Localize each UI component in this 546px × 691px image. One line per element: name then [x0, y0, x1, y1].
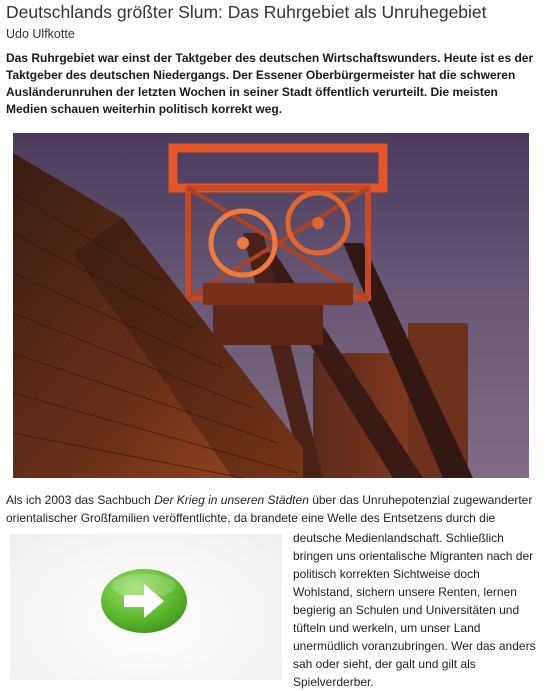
article-body-intro: [6, 491, 542, 527]
article-body-continued: deutsche Medienlandschaft. Schließlich bringen uns orientalische Migranten nach der politisch korrekten Sichtweise doch Wohlstand, sichern unsere Renten, lernen begierig an Schulen und Universitäten und tüfteln und werkeln, um unser Land unermüdlich voranzubringen. Wer das anders sah oder sieht, der galt und gilt als Spielverderber.: [293, 531, 536, 689]
play-button[interactable]: [100, 568, 188, 634]
article-title: Deutschlands größter Slum: Das Ruhrgebiet als Unruhegebiet: [6, 2, 487, 22]
article-photo: [13, 133, 529, 478]
article-author: Udo Ulfkotte: [6, 27, 75, 41]
body-text-before: Als ich 2003 das Sachbuch: [6, 493, 155, 507]
body-text-after: über das Unruhepotenzial zugewanderter orientalischer Großfamilien veröffentlichte, da brandete eine Welle des Entsetzens durch die: [6, 493, 533, 525]
article-lead: Das Ruhrgebiet war einst der Taktgeber des deutschen Wirtschaftswunders. Heute ist es der Taktgeber des deutschen Niedergangs. Der Essener Oberbürgermeister hat die schweren Ausländerunruhen der letzten Wochen in seiner Stadt öffentlich verurteilt. Die meisten Medien schauen weiterhin politisch korrekt weg.: [6, 51, 534, 116]
book-title: Der Krieg in unseren Städten: [154, 493, 309, 507]
